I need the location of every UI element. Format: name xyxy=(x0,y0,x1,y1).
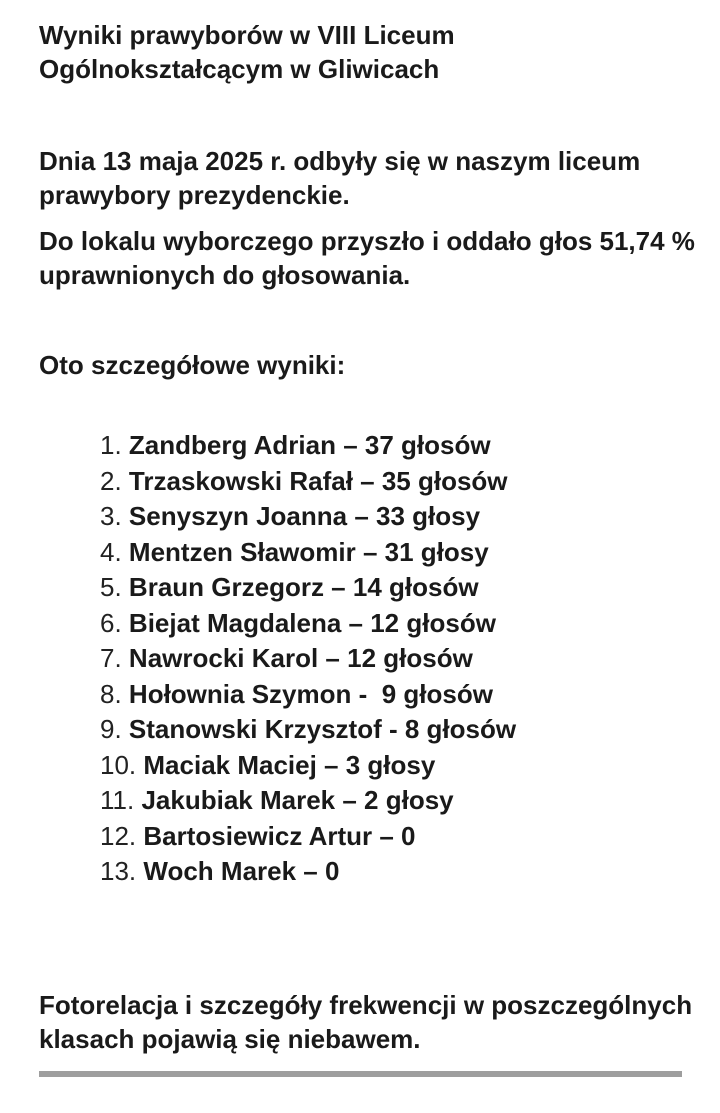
result-number: 8. xyxy=(100,678,122,709)
results-list xyxy=(100,428,516,890)
result-candidate: Nawrocki Karol – 12 głosów xyxy=(128,643,473,673)
result-candidate: Stanowski Krzysztof - 8 głosów xyxy=(128,714,517,744)
result-number: 9. xyxy=(100,714,122,744)
result-number: 12. xyxy=(100,820,137,851)
result-candidate: Biejat Magdalena – 12 głosów xyxy=(128,607,496,638)
result-item xyxy=(100,428,516,464)
result-number: 10. xyxy=(100,749,137,780)
result-number: 7. xyxy=(100,643,122,673)
result-item xyxy=(100,819,516,855)
result-candidate: Maciak Maciej – 3 głosy xyxy=(143,749,436,780)
result-candidate: Braun Grzegorz – 14 głosów xyxy=(128,572,479,602)
result-candidate: Mentzen Sławomir – 31 głosy xyxy=(128,536,489,567)
result-number: 6. xyxy=(100,607,122,638)
result-number: 3. xyxy=(100,501,122,531)
result-item xyxy=(100,499,516,535)
page-title: Wyniki prawyborów w VIII Liceum Ogólnokształcącym w Gliwicach xyxy=(39,20,455,84)
result-number: 2. xyxy=(100,465,122,496)
result-number: 5. xyxy=(100,572,122,602)
result-item xyxy=(100,535,516,571)
bottom-divider xyxy=(39,1071,682,1077)
result-candidate: Woch Marek – 0 xyxy=(143,856,340,886)
result-number: 11. xyxy=(100,785,135,815)
result-item xyxy=(100,464,516,500)
result-candidate: Bartosiewicz Artur – 0 xyxy=(143,820,416,851)
result-item xyxy=(100,641,516,677)
result-number: 4. xyxy=(100,536,122,567)
result-candidate: Jakubiak Marek – 2 głosy xyxy=(141,785,454,815)
result-number: 13. xyxy=(100,856,137,886)
result-candidate: Senyszyn Joanna – 33 głosy xyxy=(128,501,481,531)
turnout-paragraph: Do lokalu wyborczego przyszło i oddało głos 51,74 % uprawnionych do głosowania. xyxy=(39,226,695,290)
result-candidate: Zandberg Adrian – 37 głosów xyxy=(128,430,491,460)
result-item xyxy=(100,748,516,784)
result-number: 1. xyxy=(100,430,122,460)
result-item xyxy=(100,570,516,606)
footer-note: Fotorelacja i szczegóły frekwencji w poszczególnych klasach pojawią się niebawem. xyxy=(39,990,693,1054)
result-item xyxy=(100,854,516,890)
result-candidate: Trzaskowski Rafał – 35 głosów xyxy=(128,465,508,496)
result-item xyxy=(100,783,516,819)
intro-paragraph: Dnia 13 maja 2025 r. odbyły się w naszym liceum prawybory prezydenckie. xyxy=(39,146,641,210)
result-candidate: Hołownia Szymon - 9 głosów xyxy=(128,678,493,709)
result-item xyxy=(100,677,516,713)
details-heading: Oto szczegółowe wyniki: xyxy=(39,350,346,380)
result-item xyxy=(100,606,516,642)
result-item xyxy=(100,712,516,748)
